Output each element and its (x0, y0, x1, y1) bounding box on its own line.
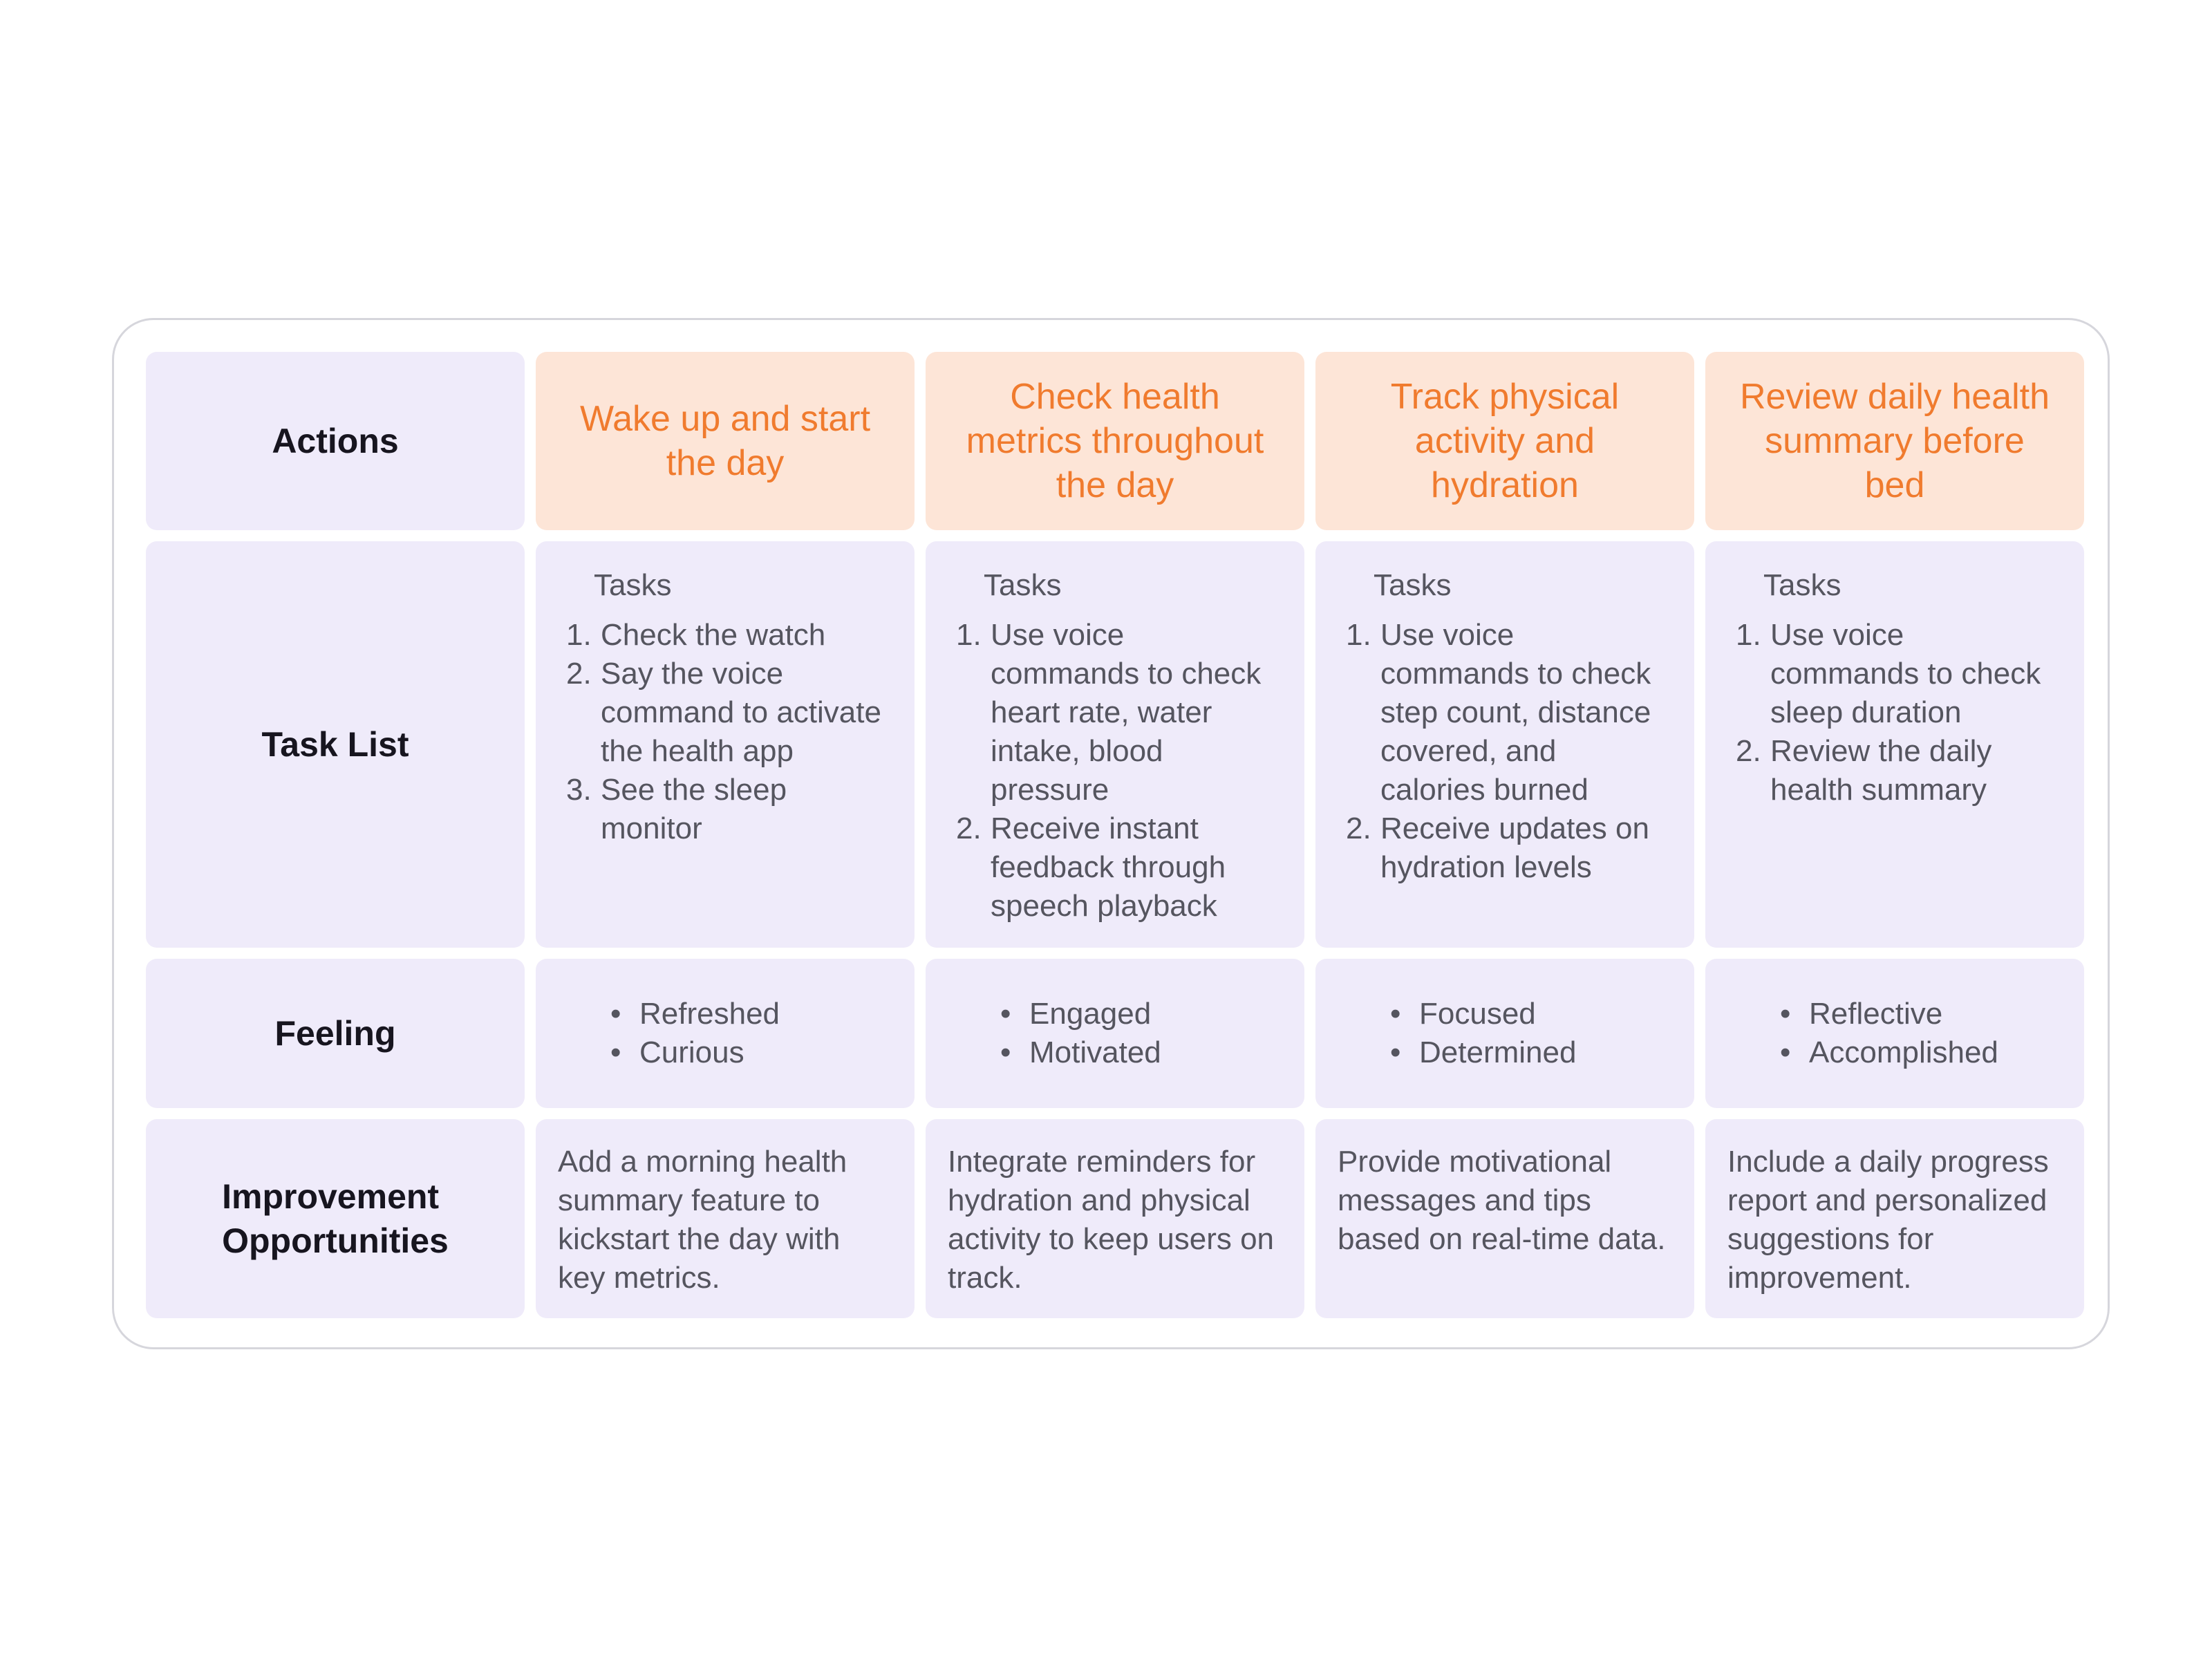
improvement-text: Provide motivational messages and tips based on real-time data. (1338, 1145, 1666, 1256)
improvement-cell-1 (536, 1119, 915, 1318)
task-item: 1. Use voice commands to check sleep duration (1736, 618, 2041, 729)
task-list (1736, 616, 2056, 809)
task-cell-4 (1705, 541, 2084, 948)
action-header-text: Wake up and start the day (579, 399, 871, 483)
journey-map-grid (146, 352, 2084, 1318)
feeling-item: • Refreshed (610, 997, 780, 1031)
feeling-list (997, 995, 1277, 1072)
task-item: 1. Use voice commands to check step count, distance covered, and calories burned (1346, 618, 1651, 807)
action-header-text: Check health metrics throughout the day (966, 377, 1264, 505)
row-label-actions (146, 352, 525, 530)
feeling-item: • Curious (610, 1035, 744, 1069)
feeling-cell-2 (926, 959, 1304, 1108)
task-item: 2. Receive instant feedback through speech playback (956, 812, 1226, 923)
action-header-2 (926, 352, 1304, 530)
tasks-title: Tasks (1763, 568, 1841, 602)
action-header-1 (536, 352, 915, 530)
row-label-task-list (146, 541, 525, 948)
task-item: 1. Check the watch (566, 618, 826, 652)
feeling-list (1387, 995, 1667, 1072)
task-list (1346, 616, 1667, 887)
tasks-title: Tasks (594, 568, 672, 602)
feeling-item: • Accomplished (1780, 1035, 1998, 1069)
row-label-feeling-text: Feeling (274, 1014, 396, 1053)
feeling-item: • Motivated (1000, 1035, 1161, 1069)
feeling-item: • Determined (1390, 1035, 1577, 1069)
task-cell-1 (536, 541, 915, 948)
tasks-title: Tasks (1374, 568, 1452, 602)
improvement-cell-2 (926, 1119, 1304, 1318)
action-header-text: Track physical activity and hydration (1390, 377, 1620, 505)
task-item: 2. Say the voice command to activate the health app (566, 657, 881, 768)
improvement-cell-4 (1705, 1119, 2084, 1318)
row-label-feeling (146, 959, 525, 1108)
feeling-list (608, 995, 887, 1072)
improvement-text: Add a morning health summary feature to kickstart the day with key metrics. (558, 1145, 847, 1295)
improvement-text: Include a daily progress report and personalized suggestions for improvement. (1727, 1145, 2049, 1295)
feeling-item: • Focused (1390, 997, 1536, 1031)
row-label-actions-text: Actions (272, 422, 399, 460)
action-header-text: Review daily health summary before bed (1739, 377, 2050, 505)
task-item: 2. Receive updates on hydration levels (1346, 812, 1649, 884)
row-label-improvement-text: Improvement Opportunities (222, 1177, 449, 1260)
feeling-item: • Reflective (1780, 997, 1943, 1031)
feeling-cell-3 (1315, 959, 1694, 1108)
row-label-task-list-text: Task List (261, 725, 409, 764)
task-list (566, 616, 887, 848)
tasks-title: Tasks (984, 568, 1062, 602)
task-item: 3. See the sleep monitor (566, 773, 787, 845)
feeling-cell-1 (536, 959, 915, 1108)
improvement-cell-3 (1315, 1119, 1694, 1318)
improvement-text: Integrate reminders for hydration and physical activity to keep users on track. (948, 1145, 1275, 1295)
feeling-list (1777, 995, 2056, 1072)
row-label-improvement (146, 1119, 525, 1318)
feeling-cell-4 (1705, 959, 2084, 1108)
action-header-3 (1315, 352, 1694, 530)
journey-map-frame (112, 318, 2110, 1349)
action-header-4 (1705, 352, 2084, 530)
feeling-item: • Engaged (1000, 997, 1152, 1031)
task-item: 1. Use voice commands to check heart rate, water intake, blood pressure (956, 618, 1262, 807)
task-cell-3 (1315, 541, 1694, 948)
task-cell-2 (926, 541, 1304, 948)
task-item: 2. Review the daily health summary (1736, 734, 1992, 807)
task-list (956, 616, 1277, 926)
